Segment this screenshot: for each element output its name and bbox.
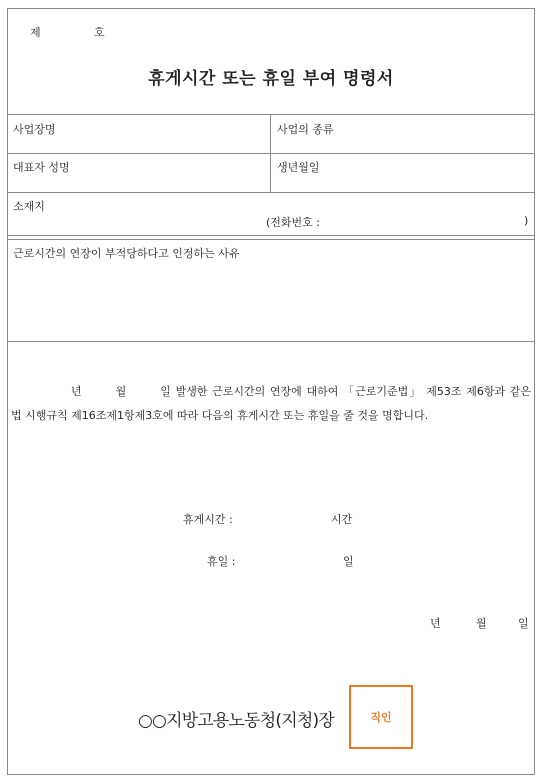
address-label: 소재지 — [13, 200, 45, 213]
business-type-label: 사업의 종류 — [277, 123, 334, 136]
date-year: 년 — [430, 617, 441, 630]
rest-time-unit: 시간 — [331, 513, 353, 526]
body-year: 년 — [71, 385, 82, 398]
divider — [7, 239, 535, 240]
divider — [7, 192, 535, 193]
holiday-unit: 일 — [343, 555, 354, 568]
representative-label: 대표자 성명 — [13, 161, 70, 174]
official-seal — [349, 685, 413, 749]
rest-time-label: 휴게시간 : — [183, 513, 233, 526]
birth-date-label: 생년월일 — [277, 161, 320, 174]
order-paragraph — [11, 380, 531, 428]
date-month: 월 — [476, 617, 487, 630]
divider — [7, 341, 535, 342]
holiday-label: 휴일 : — [207, 555, 236, 568]
business-name-label: 사업장명 — [13, 123, 56, 136]
issuer-name: ○○지방고용노동청(지청)장 — [138, 711, 334, 731]
page-title: 휴게시간 또는 휴일 부여 명령서 — [148, 69, 394, 89]
phone-close: ) — [524, 214, 529, 227]
body-text: 발생한 근로시간의 연장에 대하여 「근로기준법」 제53조 제6항과 같은 법 시행규칙 제16조제1항제3호에 따라 다음의 휴게시간 또는 휴일을 줄 것을 명합니다. — [11, 385, 532, 422]
column-divider — [270, 114, 271, 192]
phone-label: (전화번호 : — [266, 216, 320, 229]
divider — [7, 235, 535, 236]
divider — [7, 114, 535, 115]
reason-label: 근로시간의 연장이 부적당하다고 인정하는 사유 — [13, 247, 240, 260]
body-month: 월 — [115, 385, 127, 398]
seal-label: 직인 — [370, 711, 392, 724]
body-day: 일 — [160, 385, 171, 398]
doc-number-suffix: 호 — [94, 26, 105, 39]
date-day: 일 — [518, 617, 529, 630]
divider — [7, 153, 535, 154]
doc-number-label: 제 — [30, 26, 41, 39]
